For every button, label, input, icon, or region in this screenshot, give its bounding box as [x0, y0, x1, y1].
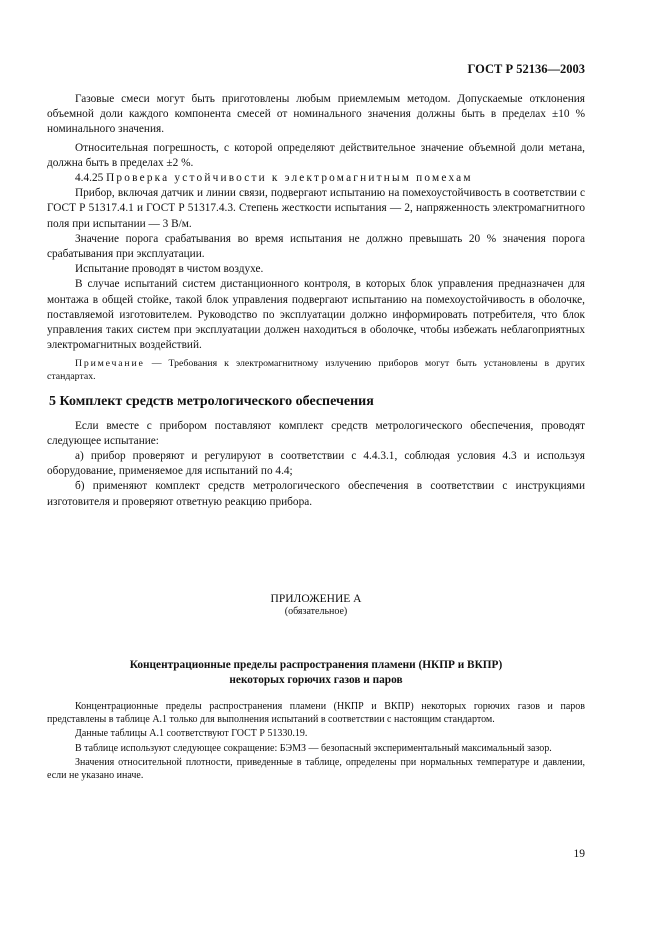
section-5-intro: Если вместе с прибором поставляют комплект средств метрологического обеспечения, проводят следующее испытание: [47, 419, 585, 447]
appendix-paragraph-2: Данные таблицы А.1 соответствуют ГОСТ Р 51330.19. [75, 728, 308, 740]
page-number: 19 [573, 848, 585, 860]
appendix-heading-line-1: Концентрационные пределы распространения пламени (НКПР и ВКПР) [129, 658, 503, 671]
appendix-body [47, 700, 585, 783]
appendix-title: ПРИЛОЖЕНИЕ А [270, 592, 362, 605]
clause-4-4-25 [47, 171, 585, 186]
section-5-item-a: а) прибор проверяют и регулируют в соответствии с 4.4.3.1, соблюдая условия 4.3 и используя оборудование, применяемое для испытаний по 4.4; [47, 450, 585, 478]
appendix-paragraph-3: В таблице используют следующее сокращение: БЭМЗ — безопасный экспериментальный максимальный зазор. [75, 742, 552, 754]
paragraph-clean-air: Испытание проводят в чистом воздухе. [75, 263, 264, 276]
appendix-subtitle: (обязательное) [284, 605, 348, 617]
clause-number: 4.4.25 [75, 172, 104, 185]
section-5-heading: 5 Комплект средств метрологического обеспечения [49, 394, 374, 410]
paragraph-emc-test: Прибор, включая датчик и линии связи, подвергают испытанию на помехоустойчивость в соответствии с ГОСТ Р 51317.4.1 и ГОСТ Р 51317.4.3. Степень жесткости испытания — 2, напряженность электромагнитного поля при испытании — 3 В/м. [47, 187, 585, 230]
appendix-heading [47, 658, 585, 688]
note-text: — Требования к электромагнитному излучению приборов могут быть установлены в других стандартах. [47, 358, 585, 383]
appendix-paragraph-4: Значения относительной плотности, приведенные в таблице, определены при нормальных температуре и давлении, если не указано иначе. [47, 757, 585, 782]
appendix-paragraph-1: Концентрационные пределы распространения пламени (НКПР и ВКПР) некоторых горючих газов и паров представлены в таблице А.1 только для выполнения испытаний в соответствии с настоящим стандартом. [47, 700, 585, 726]
paragraph-threshold: Значение порога срабатывания во время испытания не должно превышать 20 % значения порога срабатывания при эксплуатации. [47, 232, 585, 261]
paragraph-relative-error: Относительная погрешность, с которой определяют действительное значение объемной доли метана, должна быть в пределах ±2 %. [47, 141, 585, 169]
paragraph-remote-systems: В случае испытаний систем дистанционного контроля, в которых блок управления предназначен для монтажа в общей стойке, такой блок управления подвергают испытанию на помехоустойчивость в оболочке, поставляемой изготовителем. Руководство по эксплуатации должно информировать потребителя, что блок управления таких систем при эксплуатации должен находиться в оболочке, чтобы избежать неблагоприятных электромагнитных воздействий. [47, 278, 585, 352]
clause-title: Проверка устойчивости к электромагнитным помехам [106, 172, 473, 185]
note-label: Примечание [75, 358, 145, 370]
section-5-item-b: б) применяют комплект средств метрологического обеспечения в соответствии с инструкциями изготовителя и проверяют ответную реакцию прибора. [47, 480, 585, 508]
page-body [47, 92, 585, 783]
paragraph-gas-mixtures: Газовые смеси могут быть приготовлены любым приемлемым методом. Допускаемые отклонения объемной доли каждого компонента смесей от номинального значения должны быть в пределах ±10 % номинального значения. [47, 93, 585, 136]
appendix-heading-line-2: некоторых горючих газов и паров [229, 673, 403, 686]
document-header: ГОСТ Р 52136—2003 [467, 62, 585, 76]
note [47, 357, 585, 383]
